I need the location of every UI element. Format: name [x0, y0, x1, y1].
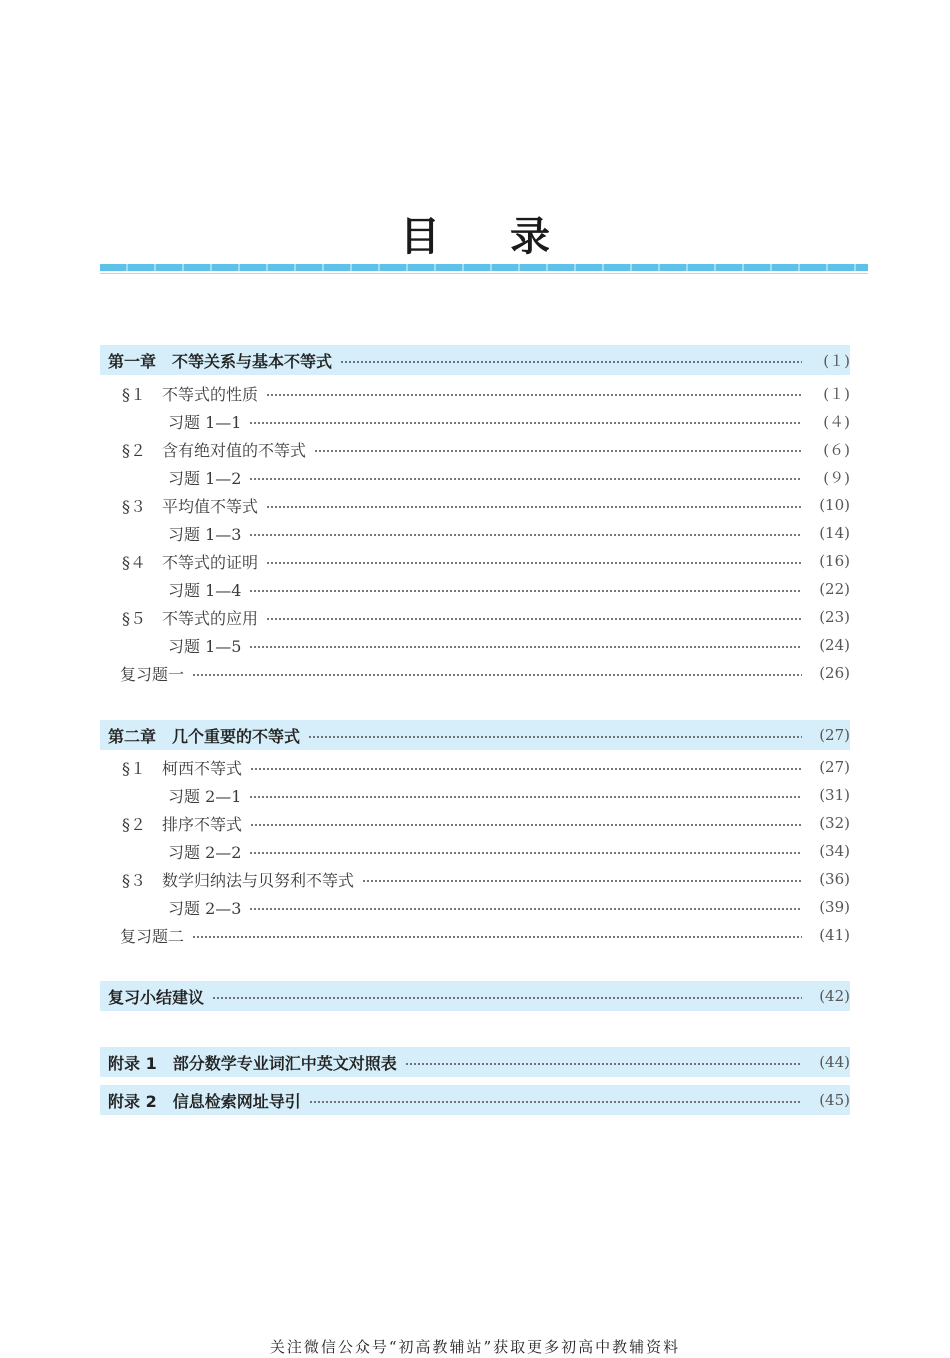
toc-label: §１ 柯西不等式	[122, 758, 243, 778]
toc-review[interactable]	[100, 659, 850, 687]
toc-section[interactable]	[100, 435, 850, 463]
toc-summary[interactable]	[100, 981, 850, 1011]
footer-note: 关注微信公众号“初高教辅站”获取更多初高中教辅资料	[269, 1338, 681, 1356]
toc-section[interactable]	[100, 547, 850, 575]
toc-exercise[interactable]	[100, 837, 850, 865]
toc-page: (４)	[823, 412, 850, 431]
toc-label: 复习题一	[120, 664, 185, 684]
toc-page: (44)	[819, 1053, 850, 1071]
toc-label: 附录 2 信息检索网址导引	[108, 1091, 301, 1111]
toc-label: 习题 1—1	[168, 412, 242, 432]
toc-appendix-1[interactable]	[100, 1047, 850, 1077]
toc-label: §１ 不等式的性质	[122, 384, 259, 404]
toc-leader	[249, 908, 802, 910]
toc-label: 习题 2—2	[168, 842, 242, 862]
toc-page: (39)	[819, 898, 850, 916]
toc-leader	[250, 768, 802, 770]
toc-label: 第二章 几个重要的不等式	[108, 726, 301, 746]
toc-page: (16)	[819, 552, 850, 570]
toc-section[interactable]	[100, 603, 850, 631]
toc-exercise[interactable]	[100, 407, 850, 435]
toc-chapter-1[interactable]	[100, 345, 850, 375]
toc-exercise[interactable]	[100, 781, 850, 809]
toc-page: (６)	[823, 440, 850, 459]
toc-label: 第一章 不等关系与基本不等式	[108, 351, 333, 371]
toc-leader	[266, 618, 802, 620]
toc-page: (41)	[819, 926, 850, 944]
toc-page: (22)	[819, 580, 850, 598]
page-title	[0, 205, 950, 262]
toc-label: 习题 2—1	[168, 786, 242, 806]
toc-leader	[249, 422, 802, 424]
toc-label: §２ 含有绝对值的不等式	[122, 440, 307, 460]
toc-leader	[249, 852, 802, 854]
toc-leader	[250, 824, 802, 826]
toc-leader	[192, 936, 802, 938]
toc-leader	[212, 997, 802, 999]
title-rule-thin	[100, 273, 868, 274]
toc-page: (32)	[819, 814, 850, 832]
toc-section[interactable]	[100, 809, 850, 837]
toc-exercise[interactable]	[100, 893, 850, 921]
toc-leader	[249, 646, 802, 648]
toc-page: (27)	[819, 758, 850, 776]
toc-leader	[266, 394, 802, 396]
title-rule	[100, 264, 868, 271]
toc-leader	[308, 736, 802, 738]
toc-leader	[249, 796, 802, 798]
toc-label: 复习小结建议	[108, 987, 205, 1007]
toc-label: §３ 数学归纳法与贝努利不等式	[122, 870, 355, 890]
toc-page: (24)	[819, 636, 850, 654]
toc-section[interactable]	[100, 379, 850, 407]
toc-page: (９)	[823, 468, 850, 487]
toc-page: (１)	[823, 384, 850, 403]
toc-review[interactable]	[100, 921, 850, 949]
toc-page: (31)	[819, 786, 850, 804]
toc-page: (27)	[819, 726, 850, 744]
toc-leader	[249, 478, 802, 480]
toc-leader	[249, 590, 802, 592]
toc-exercise[interactable]	[100, 519, 850, 547]
toc-page: (23)	[819, 608, 850, 626]
toc-exercise[interactable]	[100, 463, 850, 491]
toc-page: (42)	[819, 987, 850, 1005]
toc-label: 习题 1—3	[168, 524, 242, 544]
toc-section[interactable]	[100, 865, 850, 893]
toc-leader	[405, 1063, 802, 1065]
toc-leader	[309, 1101, 802, 1103]
toc-leader	[314, 450, 802, 452]
toc-exercise[interactable]	[100, 631, 850, 659]
toc-label: 附录 1 部分数学专业词汇中英文对照表	[108, 1053, 397, 1073]
toc-section[interactable]	[100, 753, 850, 781]
toc-label: §２ 排序不等式	[122, 814, 243, 834]
toc-label: 习题 1—2	[168, 468, 242, 488]
toc-chapter-2[interactable]	[100, 720, 850, 750]
toc-label: 复习题二	[120, 926, 185, 946]
toc-leader	[249, 534, 802, 536]
toc-page: (34)	[819, 842, 850, 860]
toc-exercise[interactable]	[100, 575, 850, 603]
title-char-left: 目	[400, 214, 440, 260]
toc-page: (14)	[819, 524, 850, 542]
toc-appendix-2[interactable]	[100, 1085, 850, 1115]
toc-page: (36)	[819, 870, 850, 888]
title-char-right: 录	[510, 214, 550, 260]
toc-leader	[266, 562, 802, 564]
toc-page: (１)	[823, 351, 850, 370]
toc-page: (26)	[819, 664, 850, 682]
toc-leader	[266, 506, 802, 508]
toc-leader	[340, 361, 802, 363]
toc-section[interactable]	[100, 491, 850, 519]
toc-page: (10)	[819, 496, 850, 514]
toc-label: §３ 平均值不等式	[122, 496, 259, 516]
toc-label: 习题 1—5	[168, 636, 242, 656]
toc-page: (45)	[819, 1091, 850, 1109]
toc-leader	[362, 880, 802, 882]
toc-label: 习题 2—3	[168, 898, 242, 918]
toc-label: 习题 1—4	[168, 580, 242, 600]
toc-label: §４ 不等式的证明	[122, 552, 259, 572]
toc-label: §５ 不等式的应用	[122, 608, 259, 628]
toc-leader	[192, 674, 802, 676]
